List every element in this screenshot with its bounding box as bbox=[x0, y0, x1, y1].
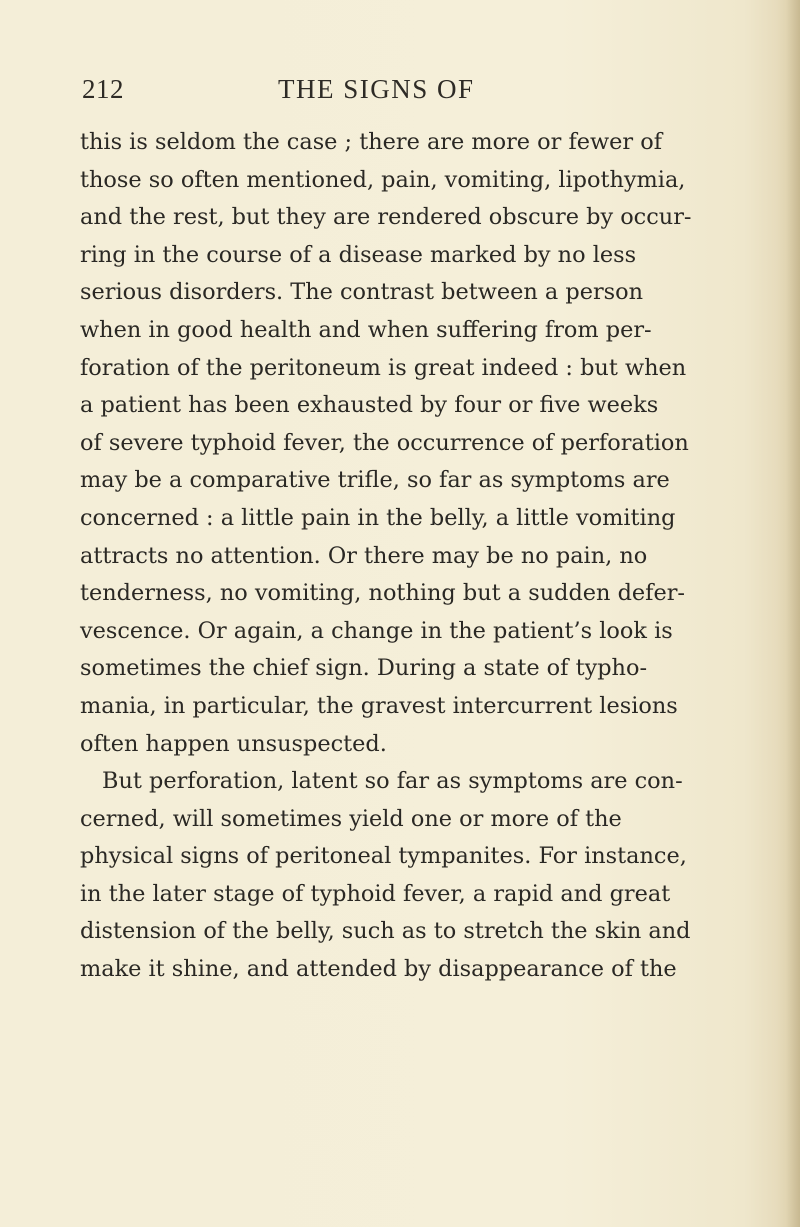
text-line: of severe typhoid fever, the occurrence of perforation bbox=[80, 429, 689, 456]
text-line: mania, in particular, the gravest intercurrent lesions bbox=[80, 692, 678, 719]
page-edge-shadow bbox=[786, 0, 800, 1227]
paragraph-start-line: But perforation, latent so far as symptoms are con- bbox=[102, 768, 683, 795]
text-line: often happen unsuspected. bbox=[80, 730, 387, 757]
text-line: cerned, will sometimes yield one or more of the bbox=[80, 805, 622, 832]
body-text bbox=[80, 124, 710, 989]
page-number: 212 bbox=[82, 74, 124, 104]
text-line: when in good health and when suffering from per- bbox=[80, 316, 652, 343]
text-line: may be a comparative trifle, so far as symptoms are bbox=[80, 467, 670, 494]
running-head: THE SIGNS OF bbox=[278, 74, 475, 104]
text-line: serious disorders. The contrast between a person bbox=[80, 279, 644, 306]
text-line: make it shine, and attended by disappearance of the bbox=[80, 956, 677, 983]
text-line: in the later stage of typhoid fever, a rapid and great bbox=[80, 880, 671, 907]
page-header bbox=[82, 74, 712, 114]
text-line: distension of the belly, such as to stretch the skin and bbox=[80, 918, 691, 945]
text-line: and the rest, but they are rendered obscure by occur- bbox=[80, 204, 692, 231]
text-line: ring in the course of a disease marked by no less bbox=[80, 241, 637, 268]
text-line: this is seldom the case ; there are more or fewer of bbox=[80, 129, 663, 155]
text-line: sometimes the chief sign. During a state of typho- bbox=[80, 655, 648, 682]
text-line: attracts no attention. Or there may be no pain, no bbox=[80, 542, 648, 569]
text-line: physical signs of peritoneal tympanites. For instance, bbox=[80, 843, 687, 870]
text-line: vescence. Or again, a change in the patient’s look is bbox=[80, 617, 673, 644]
text-line: foration of the peritoneum is great indeed : but when bbox=[80, 354, 687, 381]
text-line: a patient has been exhausted by four or five weeks bbox=[80, 392, 659, 419]
text-line: those so often mentioned, pain, vomiting, lipothymia, bbox=[80, 166, 686, 193]
text-line: tenderness, no vomiting, nothing but a sudden defer- bbox=[80, 580, 685, 607]
text-line: concerned : a little pain in the belly, a little vomiting bbox=[80, 504, 676, 531]
